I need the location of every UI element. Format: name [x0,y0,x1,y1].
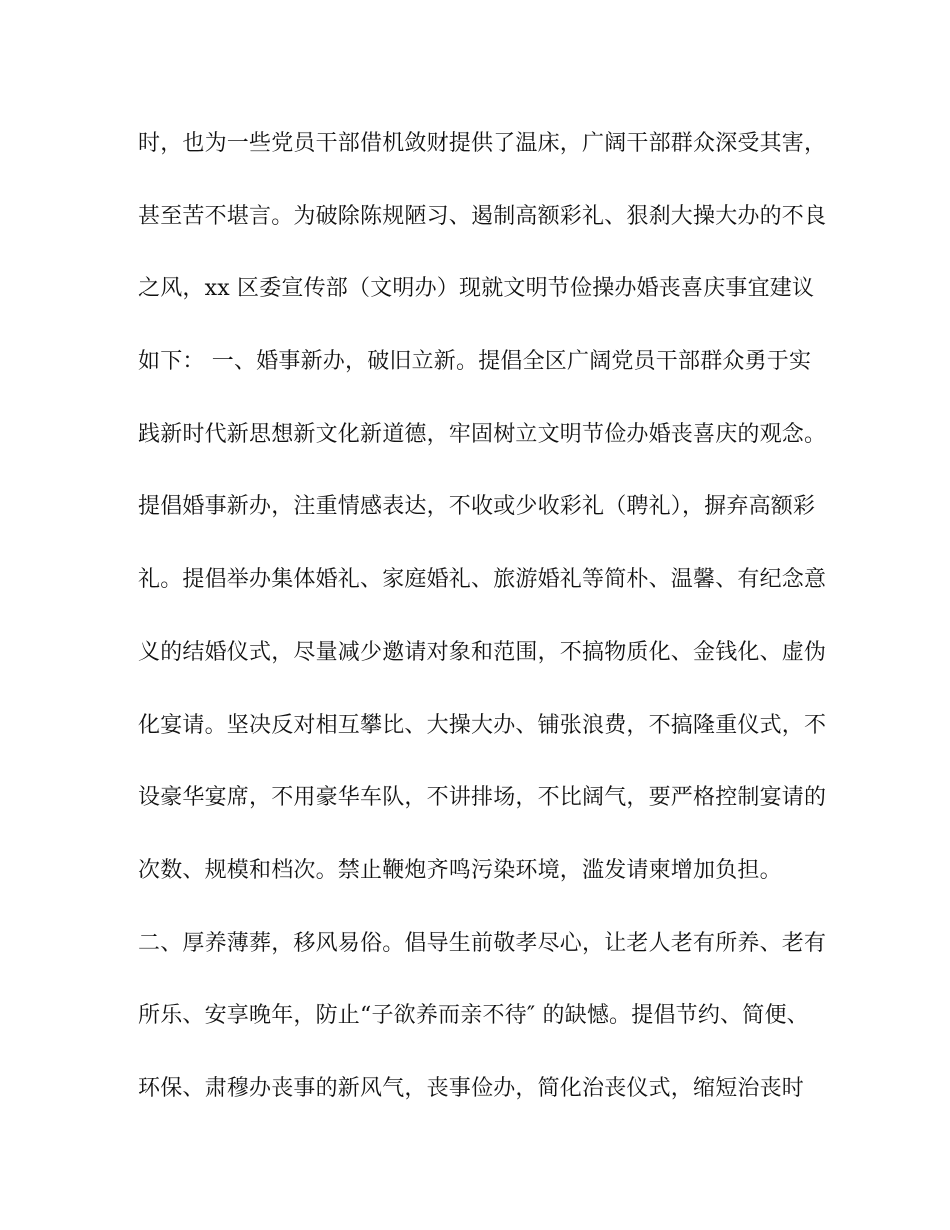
text-line: 设豪华宴席，不用豪华车队，不讲排场，不比阔气，要严格控制宴请的 [138,785,827,811]
text-line: 次数、规模和档次。禁止鞭炮齐鸣污染环境，滥发请柬增加负担。 [138,857,782,883]
text-line: 如下： 一、婚事新办，破旧立新。提倡全区广阔党员干部群众勇于实 [138,349,812,375]
text-line: 环保、肃穆办丧事的新风气，丧事俭办，简化治丧仪式，缩短治丧时 [138,1075,805,1101]
text-line: 甚至苦不堪言。为破除陈规陋习、遏制高额彩礼、狠刹大操大办的不良 [138,203,827,229]
text-line: 之风，xx 区委宣传部（文明办）现就文明节俭操办婚丧喜庆事宜建议 [138,276,815,302]
text-line: 礼。提倡举办集体婚礼、家庭婚礼、旅游婚礼等简朴、温馨、有纪念意 [138,567,827,593]
text-line: 践新时代新思想新文化新道德，牢固树立文明节俭办婚丧喜庆的观念。 [138,421,827,447]
text-line: 所乐、安享晚年，防止“子欲养而亲不待″ 的缺憾。提倡节约、简便、 [138,1003,809,1029]
body-text [138,118,827,1136]
text-line: 二、厚养薄葬，移风易俗。倡导生前敬孝尽心，让老人老有所养、老有 [138,930,827,956]
text-line: 义的结婚仪式，尽量减少邀请对象和范围，不搞物质化、金钱化、虚伪 [138,639,827,665]
text-line: 时，也为一些党员干部借机敛财提供了温床，广阔干部群众深受其害， [138,131,827,156]
text-line: 化宴请。坚决反对相互攀比、大操大办、铺张浪费，不搞隆重仪式，不 [138,712,827,738]
text-line: 提倡婚事新办，注重情感表达，不收或少收彩礼（聘礼），摒弃高额彩 [138,494,816,520]
